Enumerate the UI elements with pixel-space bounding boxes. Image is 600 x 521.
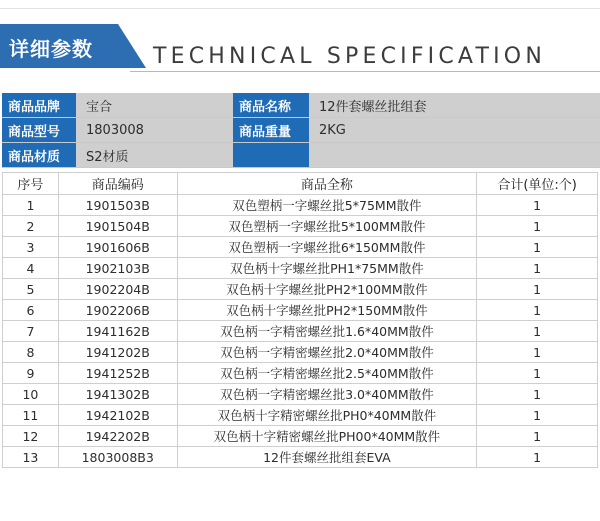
cell-name: 12件套螺丝批组套EVA	[177, 447, 477, 468]
cell-index: 12	[3, 426, 59, 447]
cell-qty: 1	[477, 426, 598, 447]
cell-qty: 1	[477, 258, 598, 279]
table-row	[3, 300, 598, 321]
table-row	[3, 363, 598, 384]
cell-qty: 1	[477, 321, 598, 342]
cell-code: 1941162B	[58, 321, 177, 342]
cell-name: 双色柄一字精密螺丝批3.0*40MM散件	[177, 384, 477, 405]
empty-value-cell	[309, 143, 600, 167]
cell-name: 双色柄十字螺丝批PH2*100MM散件	[177, 279, 477, 300]
cell-qty: 1	[477, 363, 598, 384]
col-header-qty: 合计(单位:个)	[477, 173, 598, 195]
cell-index: 3	[3, 237, 59, 258]
table-row	[3, 426, 598, 447]
cell-code: 1942102B	[58, 405, 177, 426]
product-info-block	[2, 93, 600, 168]
cell-code: 1902206B	[58, 300, 177, 321]
cell-name: 双色柄十字精密螺丝批PH0*40MM散件	[177, 405, 477, 426]
product-name-label: 商品名称	[233, 93, 309, 117]
col-header-index: 序号	[3, 173, 59, 195]
info-row-material	[2, 143, 600, 168]
cell-qty: 1	[477, 384, 598, 405]
cell-code: 1941252B	[58, 363, 177, 384]
cell-index: 9	[3, 363, 59, 384]
spec-banner	[0, 0, 600, 90]
cell-index: 8	[3, 342, 59, 363]
table-row	[3, 258, 598, 279]
cell-code: 1941302B	[58, 384, 177, 405]
cell-name: 双色柄十字螺丝批PH2*150MM散件	[177, 300, 477, 321]
cell-code: 1902204B	[58, 279, 177, 300]
cell-qty: 1	[477, 447, 598, 468]
table-row	[3, 195, 598, 216]
weight-label: 商品重量	[233, 118, 309, 142]
cell-qty: 1	[477, 195, 598, 216]
cell-name: 双色柄一字精密螺丝批2.0*40MM散件	[177, 342, 477, 363]
cell-qty: 1	[477, 300, 598, 321]
banner-top-divider	[0, 8, 600, 9]
cell-qty: 1	[477, 216, 598, 237]
cell-qty: 1	[477, 237, 598, 258]
brand-label: 商品品牌	[2, 93, 76, 117]
cell-code: 1803008B3	[58, 447, 177, 468]
table-row	[3, 447, 598, 468]
brand-value: 宝合	[76, 93, 233, 117]
cell-name: 双色柄一字精密螺丝批2.5*40MM散件	[177, 363, 477, 384]
cell-name: 双色塑柄一字螺丝批5*100MM散件	[177, 216, 477, 237]
table-body	[3, 195, 598, 468]
cell-index: 1	[3, 195, 59, 216]
cell-name: 双色柄十字螺丝批PH1*75MM散件	[177, 258, 477, 279]
cell-code: 1942202B	[58, 426, 177, 447]
product-name-value: 12件套螺丝批组套	[309, 93, 600, 117]
cell-index: 6	[3, 300, 59, 321]
cell-name: 双色塑柄一字螺丝批6*150MM散件	[177, 237, 477, 258]
model-value: 1803008	[76, 118, 233, 142]
cell-qty: 1	[477, 279, 598, 300]
cell-name: 双色柄一字精密螺丝批1.6*40MM散件	[177, 321, 477, 342]
banner-underline	[130, 71, 600, 72]
parts-table	[2, 172, 598, 468]
cell-code: 1902103B	[58, 258, 177, 279]
table-row	[3, 321, 598, 342]
cell-index: 7	[3, 321, 59, 342]
table-row	[3, 405, 598, 426]
empty-label-cell	[233, 143, 309, 167]
info-row-model	[2, 118, 600, 143]
banner-title-en: TECHNICAL SPECIFICATION	[153, 44, 546, 69]
cell-qty: 1	[477, 405, 598, 426]
cell-code: 1901503B	[58, 195, 177, 216]
cell-code: 1901606B	[58, 237, 177, 258]
cell-code: 1901504B	[58, 216, 177, 237]
info-row-brand	[2, 93, 600, 118]
model-label: 商品型号	[2, 118, 76, 142]
table-row	[3, 216, 598, 237]
weight-value: 2KG	[309, 118, 600, 142]
cell-index: 11	[3, 405, 59, 426]
cell-index: 2	[3, 216, 59, 237]
cell-index: 10	[3, 384, 59, 405]
cell-name: 双色柄十字精密螺丝批PH00*40MM散件	[177, 426, 477, 447]
cell-index: 5	[3, 279, 59, 300]
cell-code: 1941202B	[58, 342, 177, 363]
col-header-code: 商品编码	[58, 173, 177, 195]
banner-title-cn: 详细参数	[9, 37, 93, 61]
cell-name: 双色塑柄一字螺丝批5*75MM散件	[177, 195, 477, 216]
cell-index: 13	[3, 447, 59, 468]
table-row	[3, 384, 598, 405]
material-value: S2材质	[76, 143, 233, 167]
table-row	[3, 279, 598, 300]
cell-qty: 1	[477, 342, 598, 363]
material-label: 商品材质	[2, 143, 76, 167]
table-header-row	[3, 173, 598, 195]
table-row	[3, 237, 598, 258]
table-row	[3, 342, 598, 363]
col-header-name: 商品全称	[177, 173, 477, 195]
cell-index: 4	[3, 258, 59, 279]
